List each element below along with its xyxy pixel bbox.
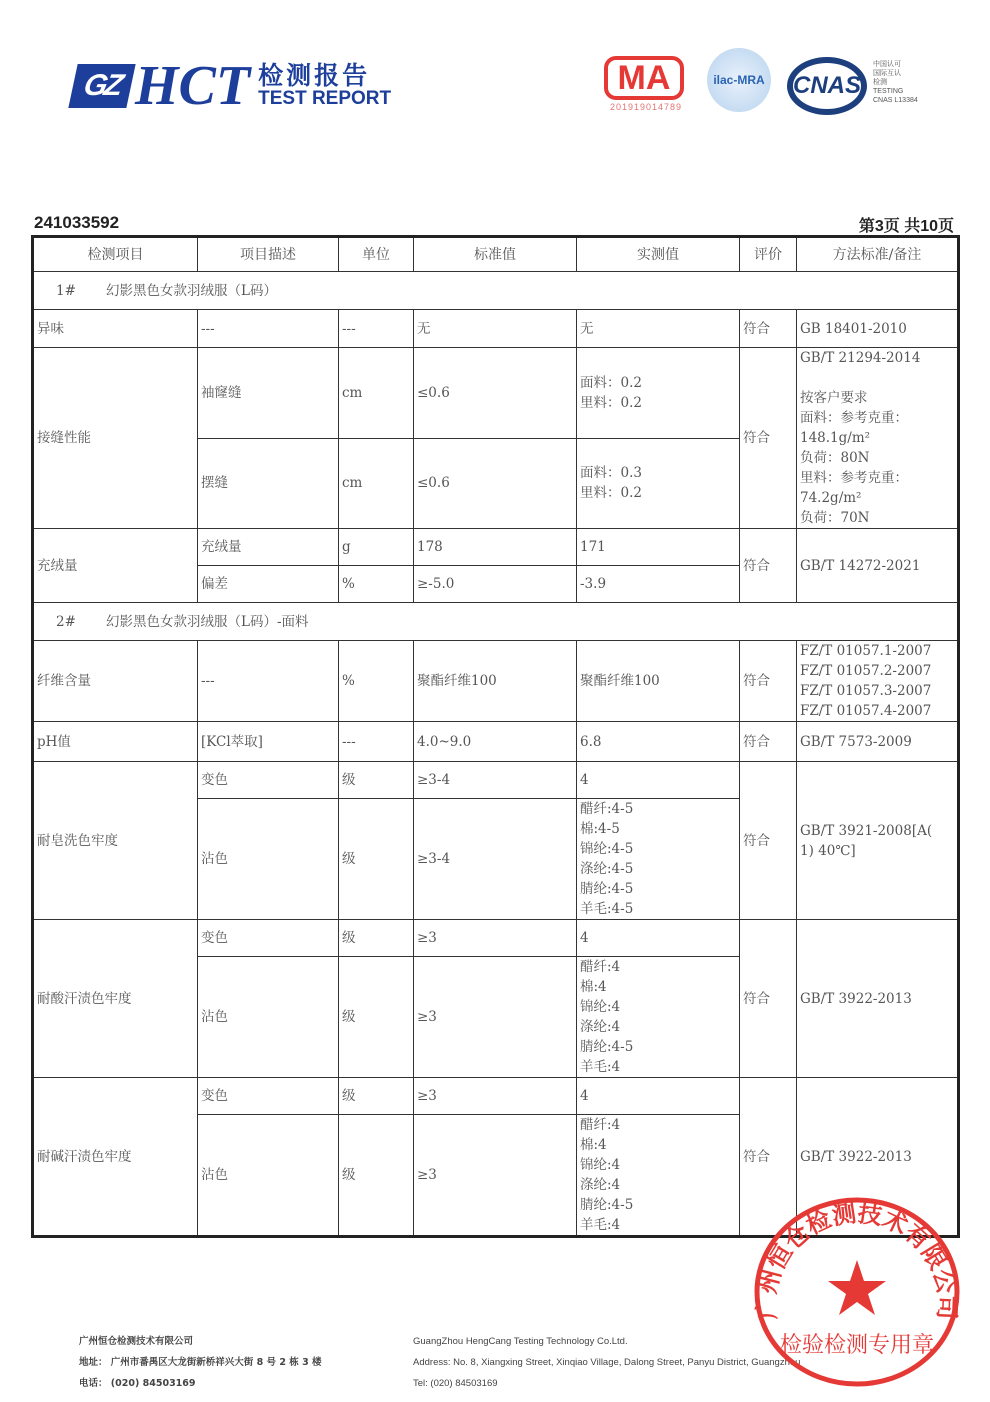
method-line: 负荷：80N <box>800 450 870 466</box>
item-description: 沾色 <box>198 1115 339 1237</box>
measured-line: 面料：0.2 <box>580 374 642 391</box>
test-item: 充绒量 <box>33 529 198 603</box>
measured-line: 里料：0.2 <box>580 394 642 411</box>
item-description: 变色 <box>198 920 339 957</box>
unit: % <box>339 641 414 722</box>
unit: --- <box>339 310 414 348</box>
standard-value: ≤0.6 <box>414 348 577 439</box>
report-title-cn: 检测报告 <box>258 61 371 90</box>
section-title <box>33 272 959 310</box>
table-row <box>33 310 959 348</box>
column-header: 实测值 <box>577 237 740 272</box>
page-indicator: 第3页 共10页 <box>858 218 954 235</box>
gz-logo-mark: GZ <box>68 64 135 108</box>
test-item: 异味 <box>33 310 198 348</box>
footer-cn <box>79 1331 321 1394</box>
evaluation: 符合 <box>740 529 797 603</box>
method-line: FZ/T 01057.4-2007 <box>800 703 932 719</box>
cnas-caption-line: 国际互认 <box>873 70 901 77</box>
hct-logo <box>73 55 392 117</box>
measured-value: 4 <box>577 1078 740 1115</box>
standard-value: ≥3-4 <box>414 799 577 920</box>
cma-mark: MA <box>604 56 684 100</box>
method-standard <box>797 641 959 722</box>
item-description: [KCl萃取] <box>198 722 339 762</box>
column-header: 单位 <box>339 237 414 272</box>
method-standard: GB 18401-2010 <box>797 310 959 348</box>
column-header: 标准值 <box>414 237 577 272</box>
column-header: 方法标准/备注 <box>797 237 959 272</box>
staining-line: 腈纶:4-5 <box>580 1197 634 1213</box>
staining-line: 涤纶:4 <box>580 1019 621 1035</box>
evaluation: 符合 <box>740 641 797 722</box>
column-header: 评价 <box>740 237 797 272</box>
standard-value: ≥3 <box>414 1115 577 1237</box>
measured-value: 6.8 <box>577 722 740 762</box>
evaluation: 符合 <box>740 920 797 1078</box>
column-header: 检测项目 <box>33 237 198 272</box>
test-item: 纤维含量 <box>33 641 198 722</box>
measured-value <box>577 438 740 529</box>
footer-company-cn: 广州恒仓检测技术有限公司 <box>79 1336 194 1347</box>
unit: cm <box>339 438 414 529</box>
method-spacer <box>800 368 954 388</box>
staining-line: 锦纶:4-5 <box>580 841 634 857</box>
staining-line: 棉:4 <box>580 1137 607 1153</box>
table-header-row <box>33 237 959 272</box>
test-item: 耐皂洗色牢度 <box>33 762 198 920</box>
item-description: 袖窿缝 <box>198 348 339 439</box>
staining-line: 涤纶:4-5 <box>580 861 634 877</box>
table-row <box>33 722 959 762</box>
test-item: 耐酸汗渍色牢度 <box>33 920 198 1078</box>
measured-value: 4 <box>577 920 740 957</box>
item-description: 充绒量 <box>198 529 339 566</box>
method-line: FZ/T 01057.3-2007 <box>800 683 932 699</box>
measured-value <box>577 957 740 1078</box>
staining-line: 羊毛:4 <box>580 1217 621 1233</box>
method-line: 里料：参考克重： <box>800 470 908 486</box>
stamp-inner-text: 检验检测专用章 <box>779 1333 935 1358</box>
standard-value: ≥3-4 <box>414 762 577 799</box>
measured-value: 4 <box>577 762 740 799</box>
item-description: --- <box>198 641 339 722</box>
table-row <box>33 1078 959 1115</box>
column-header: 项目描述 <box>198 237 339 272</box>
staining-line: 腈纶:4-5 <box>580 881 634 897</box>
staining-line: 羊毛:4 <box>580 1059 621 1075</box>
test-item: pH值 <box>33 722 198 762</box>
method-line: 74.2g/m² <box>800 490 862 506</box>
standard-value: 聚酯纤维100 <box>414 641 577 722</box>
staining-line: 涤纶:4 <box>580 1177 621 1193</box>
evaluation: 符合 <box>740 762 797 920</box>
unit: 级 <box>339 1115 414 1237</box>
method-line: 148.1g/m² <box>800 430 871 446</box>
measured-line: 里料：0.2 <box>580 485 642 502</box>
unit: cm <box>339 348 414 439</box>
cma-certification-logo <box>604 56 688 112</box>
measured-value <box>577 1115 740 1237</box>
standard-value: 4.0~9.0 <box>414 722 577 762</box>
standard-value: ≤0.6 <box>414 438 577 529</box>
staining-line: 棉:4 <box>580 979 607 995</box>
unit: 级 <box>339 799 414 920</box>
method-line: 负荷：70N <box>800 510 870 526</box>
unit: g <box>339 529 414 566</box>
method-standard: GB/T 3922-2013 <box>797 1078 959 1237</box>
standard-value: ≥3 <box>414 1078 577 1115</box>
evaluation: 符合 <box>740 310 797 348</box>
report-title-en: TEST REPORT <box>258 88 392 110</box>
standard-value: ≥3 <box>414 920 577 957</box>
star-icon <box>828 1260 886 1315</box>
measured-value <box>577 799 740 920</box>
method-line: FZ/T 01057.1-2007 <box>800 643 932 659</box>
evaluation: 符合 <box>740 722 797 762</box>
measured-value: 无 <box>577 310 740 348</box>
method-standard <box>797 762 959 920</box>
stamp-outer-text: 广州恒仓检测技术有限公司 <box>752 1199 962 1321</box>
staining-line: 棉:4-5 <box>580 821 620 837</box>
unit: % <box>339 566 414 603</box>
footer-company-en: GuangZhou HengCang Testing Technology Co.Ltd. <box>413 1336 628 1347</box>
table-row <box>33 920 959 957</box>
test-item: 接缝性能 <box>33 348 198 529</box>
evaluation: 符合 <box>740 348 797 529</box>
method-line: FZ/T 01057.2-2007 <box>800 663 932 679</box>
cnas-caption-line: 检测 <box>873 79 887 86</box>
footer-tel-cn: 电话： (020) 84503169 <box>79 1378 196 1389</box>
section-name: 幻影黑色女款羽绒服（L码）-面料 <box>106 613 309 630</box>
standard-value: ≥-5.0 <box>414 566 577 603</box>
table-row <box>33 762 959 799</box>
evaluation: 符合 <box>740 1078 797 1237</box>
staining-line: 醋纤:4-5 <box>580 801 634 817</box>
staining-line: 腈纶:4-5 <box>580 1039 634 1055</box>
cma-number: 201919014789 <box>609 102 683 112</box>
item-description: 沾色 <box>198 957 339 1078</box>
section-name: 幻影黑色女款羽绒服（L码） <box>106 282 277 299</box>
section-row <box>33 603 959 641</box>
footer-address-cn: 地址： 广州市番禺区大龙街新桥祥兴大街 8 号 2 栋 3 楼 <box>79 1357 322 1368</box>
item-description: 偏差 <box>198 566 339 603</box>
section-number: 1# <box>56 282 76 299</box>
unit: 级 <box>339 762 414 799</box>
staining-line: 锦纶:4 <box>580 999 621 1015</box>
method-standard <box>797 348 959 529</box>
unit: 级 <box>339 1078 414 1115</box>
footer-tel-en: Tel: (020) 84503169 <box>413 1378 498 1389</box>
standard-value: ≥3 <box>414 957 577 1078</box>
section-row <box>33 272 959 310</box>
item-description: 沾色 <box>198 799 339 920</box>
item-description: 变色 <box>198 762 339 799</box>
method-standard: GB/T 3922-2013 <box>797 920 959 1078</box>
report-number: 241033592 <box>34 213 120 232</box>
measured-value: 171 <box>577 529 740 566</box>
method-standard: GB/T 7573-2009 <box>797 722 959 762</box>
method-line: 面料：参考克重： <box>800 410 908 426</box>
method-line: 1) 40℃] <box>800 842 856 859</box>
ilac-mra-logo: ilac-MRA <box>707 48 771 112</box>
item-description: 摆缝 <box>198 438 339 529</box>
report-title <box>258 63 391 109</box>
method-line: GB/T 21294-2014 <box>800 350 921 366</box>
cnas-caption-line: TESTING <box>873 88 904 95</box>
measured-value <box>577 348 740 439</box>
staining-line: 醋纤:4 <box>580 959 621 975</box>
method-line: 按客户要求 <box>800 390 868 406</box>
staining-line: 醋纤:4 <box>580 1117 621 1133</box>
standard-value: 无 <box>414 310 577 348</box>
section-title <box>33 603 959 641</box>
staining-line: 羊毛:4-5 <box>580 901 634 917</box>
measured-value: -3.9 <box>577 566 740 603</box>
method-standard: GB/T 14272-2021 <box>797 529 959 603</box>
cnas-logo: CNAS <box>787 57 867 115</box>
test-results-table <box>31 235 960 1238</box>
unit: 级 <box>339 920 414 957</box>
footer-address-en: Address: No. 8, Xiangxing Street, Xinqiao Village, Dalong Street, Panyu District, Guangzhou <box>413 1357 801 1368</box>
footer-en <box>413 1331 800 1394</box>
item-description: --- <box>198 310 339 348</box>
cnas-caption <box>873 60 918 105</box>
unit: 级 <box>339 957 414 1078</box>
measured-line: 面料：0.3 <box>580 465 642 482</box>
standard-value: 178 <box>414 529 577 566</box>
section-number: 2# <box>56 613 76 630</box>
staining-line: 锦纶:4 <box>580 1157 621 1173</box>
method-line: GB/T 3921-2008[A( <box>800 822 933 839</box>
item-description: 变色 <box>198 1078 339 1115</box>
measured-value: 聚酯纤维100 <box>577 641 740 722</box>
table-row <box>33 348 959 439</box>
table-row <box>33 529 959 566</box>
test-item: 耐碱汗渍色牢度 <box>33 1078 198 1237</box>
table-row <box>33 641 959 722</box>
hct-logo-text: HCT <box>135 55 251 117</box>
cnas-caption-line: 中国认可 <box>873 61 901 68</box>
cnas-caption-line: CNAS L13384 <box>873 97 918 104</box>
unit: --- <box>339 722 414 762</box>
